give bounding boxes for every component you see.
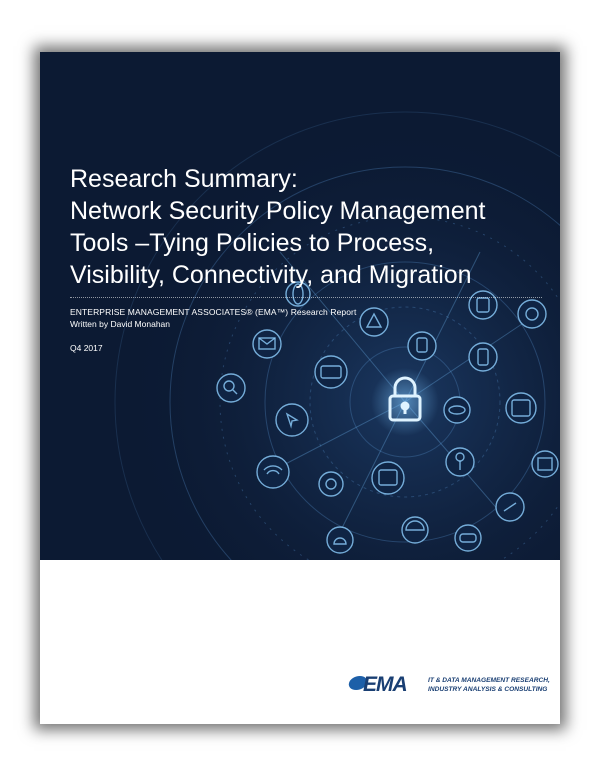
title-line: Visibility, Connectivity, and Migration (70, 261, 472, 289)
publisher-line: ENTERPRISE MANAGEMENT ASSOCIATES® (EMA™) Research Report (70, 307, 357, 317)
settings-icon (319, 472, 343, 496)
cursor-icon (276, 404, 308, 436)
author-line: Written by David Monahan (70, 319, 171, 329)
cover-panel (40, 52, 560, 560)
link-icon (496, 493, 524, 521)
touch-icon (408, 332, 436, 360)
search-icon (217, 374, 245, 402)
firewall-icon (532, 451, 558, 477)
safe-icon (506, 393, 536, 423)
tagline-line: INDUSTRY ANALYSIS & CONSULTING (428, 686, 548, 693)
ema-logo (349, 674, 425, 696)
browser-icon (372, 462, 404, 494)
title-divider (70, 297, 542, 298)
report-date: Q4 2017 (70, 343, 103, 353)
eye-icon (444, 397, 470, 423)
umbrella-icon (402, 517, 428, 543)
envelope-icon (253, 330, 281, 358)
mask-icon (455, 525, 481, 551)
title-line: Research Summary: (70, 165, 298, 193)
gear-icon (518, 300, 546, 328)
title-line: Tools –Tying Policies to Process, (70, 229, 435, 257)
mobile-phone-icon (469, 343, 497, 371)
warning-icon (360, 308, 388, 336)
key-icon (446, 448, 474, 476)
database-icon (469, 291, 497, 319)
title-line: Network Security Policy Management (70, 197, 486, 225)
wifi-icon (257, 456, 289, 488)
alarm-icon (327, 527, 353, 553)
report-title (70, 163, 550, 291)
tagline-line: IT & DATA MANAGEMENT RESEARCH, (428, 677, 550, 684)
password-icon (315, 356, 347, 388)
cover-footer (40, 560, 560, 724)
network-security-artwork (40, 52, 560, 560)
ema-logo-text: EMA (363, 673, 407, 696)
ema-tagline (428, 676, 558, 694)
